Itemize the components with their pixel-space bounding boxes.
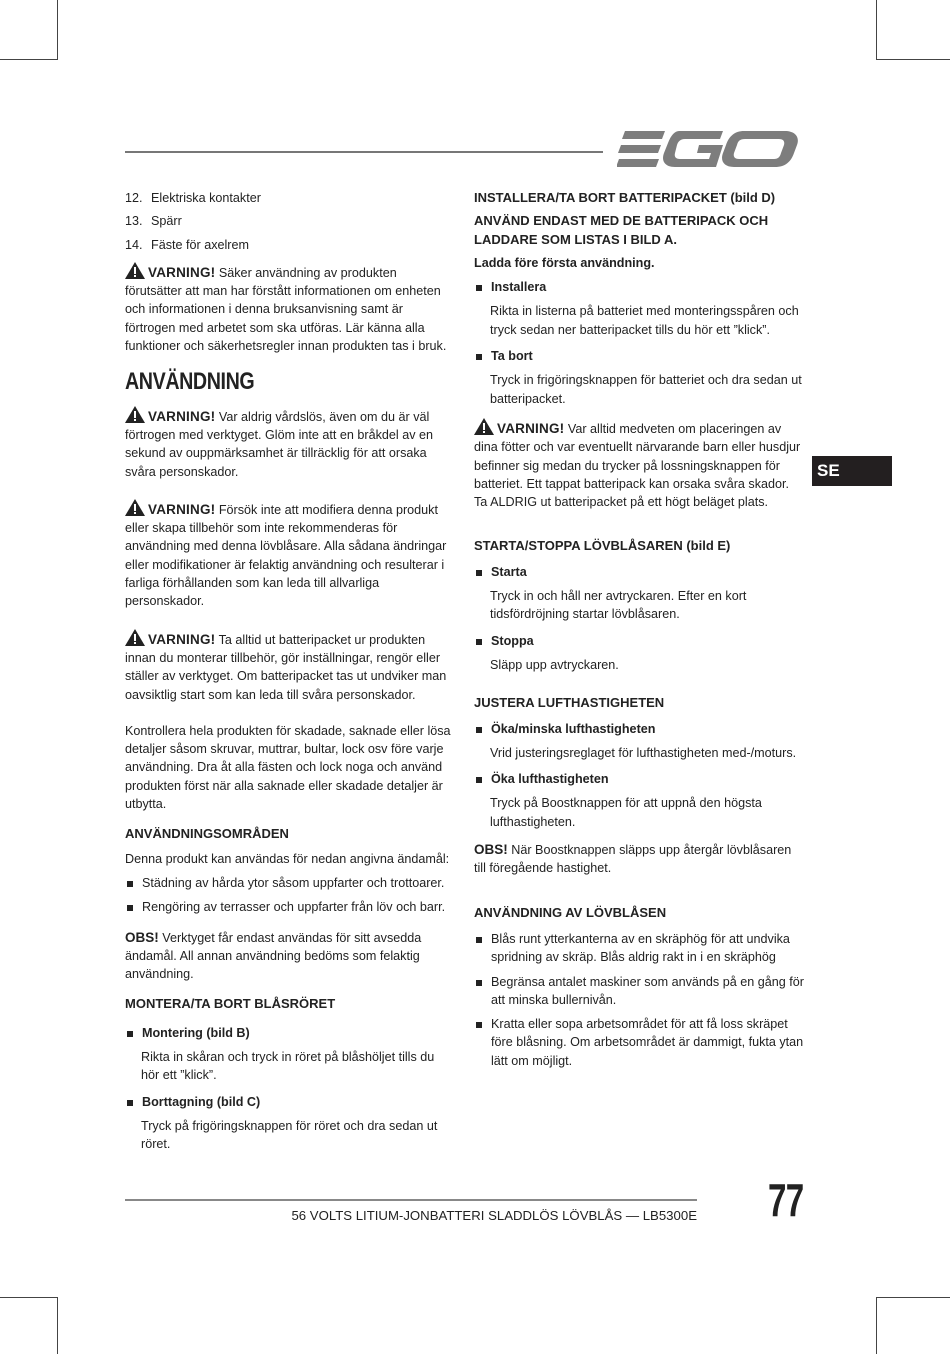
- charge-note: Ladda före första användning.: [474, 255, 655, 270]
- parts-list: [125, 189, 455, 254]
- stop-text: Släpp upp avtryckaren.: [490, 657, 619, 672]
- crop-mark: [876, 1297, 877, 1354]
- crop-mark: [876, 0, 877, 60]
- warning-triangle-icon: [125, 406, 145, 423]
- battery-remove-heading: Ta bort: [474, 347, 804, 365]
- warning-label: VARNING!: [497, 420, 565, 436]
- warning-label: VARNING!: [148, 264, 216, 280]
- obs-paragraph: OBS! Verktyget får endast användas för sitt avsedda ändamål. All annan användning bedöms som felaktig användning.: [125, 929, 422, 982]
- install-heading: Installera: [474, 278, 804, 296]
- footer-text: 56 VOLTS LITIUM-JONBATTERI SLADDLÖS LÖVBLÅS — LB5300E: [291, 1208, 697, 1223]
- airspeed-title: JUSTERA LUFTHASTIGHETEN: [474, 695, 665, 711]
- warning-paragraph: VARNING! Säker användning av produkten förutsätter att man har förstått informationen om enheten och informationen i denna bruksanvisning samt är förtrogen med arbetet som ska utföras. Lär känna alla funktioner och säkerhetsregler innan produkten tas i bruk.: [125, 262, 455, 355]
- list-item: 14. Fäste för axelrem: [125, 237, 249, 252]
- battery-subtitle: ANVÄND ENDAST MED DE BATTERIPACK OCH LADDARE SOM LISTAS I BILD A.: [474, 213, 769, 247]
- language-tab: SE: [812, 456, 892, 486]
- list-item: Rengöring av terrasser och uppfarter från löv och barr.: [125, 898, 455, 916]
- crop-mark: [57, 0, 58, 60]
- remove-heading: Borttagning (bild C): [125, 1093, 455, 1111]
- crop-mark: [57, 1297, 58, 1354]
- warning-label: VARNING!: [148, 408, 216, 424]
- page-number: 77: [768, 1174, 804, 1226]
- start-text: Tryck in och håll ner avtryckaren. Efter en kort tidsfördröjning startar lövblåsaren.: [490, 589, 747, 622]
- areas-intro: Denna produkt kan användas för nedan angivna ändamål:: [125, 851, 450, 866]
- obs-paragraph: OBS! När Boostknappen släpps upp återgår lövblåsaren till föregående hastighet.: [474, 842, 792, 876]
- crop-mark: [876, 59, 950, 60]
- mount-text: Rikta in skåran och tryck in röret på blåshöljet tills du hör ett ”klick”.: [141, 1049, 435, 1083]
- warning-triangle-icon: [474, 418, 494, 435]
- mount-heading: Montering (bild B): [125, 1024, 455, 1042]
- obs-label: OBS!: [125, 929, 159, 945]
- crop-mark: [876, 1297, 950, 1298]
- list-item: Begränsa antalet maskiner som används på en gång för att minska bullernivån.: [474, 973, 804, 1010]
- install-text: Rikta in listerna på batteriet med monteringsspåren och tryck sedan ner batteripacket tills du hör ett ”klick”.: [490, 304, 799, 337]
- ego-logo: [617, 128, 799, 172]
- adjust-text: Vrid justeringsreglaget för lufthastigheten med-/moturs.: [490, 745, 797, 760]
- list-item: Kratta eller sopa arbetsområdet för att få loss skräpet före blåsning. Om arbetsområdet är dammigt, fukta ytan lätt om möjligt.: [474, 1015, 804, 1070]
- stop-heading: Stoppa: [474, 632, 804, 650]
- warning-label: VARNING!: [148, 631, 216, 647]
- list-item: 12. Elektriska kontakter: [125, 191, 261, 205]
- warning-triangle-icon: [125, 499, 145, 516]
- tube-title: MONTERA/TA BORT BLÅSRÖRET: [125, 996, 336, 1012]
- start-heading: Starta: [474, 563, 804, 581]
- footer-rule: [125, 1199, 697, 1201]
- header-rule: [125, 151, 603, 153]
- section-title: ANVÄNDNING: [125, 368, 255, 396]
- boost-heading: Öka lufthastigheten: [474, 770, 804, 788]
- list-item: 13. Spärr: [125, 214, 182, 229]
- adjust-heading: Öka/minska lufthastigheten: [474, 720, 804, 738]
- left-column: [125, 189, 455, 1161]
- warning-paragraph: VARNING! Försök inte att modifiera denna produkt eller skapa tillbehör som inte rekommenderas för användning med denna lövblåsare. Alla sådana ändringar eller modifikationer är felaktig användning och resulterar i farliga förhållanden som kan leda till allvarliga personskador.: [125, 499, 455, 611]
- crop-mark: [0, 59, 58, 60]
- crop-mark: [0, 1297, 58, 1298]
- startstop-title: STARTA/STOPPA LÖVBLÅSAREN (bild E): [474, 538, 731, 554]
- warning-paragraph: VARNING! Ta alltid ut batteripacket ur produkten innan du monterar tillbehör, gör inställningar, rengör eller ställer av verktyget. Om batteripacket tas ut undviker man oavsiktlig start som kan leda till svåra personskador.: [125, 629, 455, 704]
- warning-triangle-icon: [125, 629, 145, 646]
- obs-label: OBS!: [474, 842, 508, 858]
- battery-remove-text: Tryck in frigöringsknappen för batteriet och dra sedan ut batteripacket.: [490, 373, 802, 406]
- warning-label: VARNING!: [148, 501, 216, 517]
- list-item: Städning av hårda ytor såsom uppfarter och trottoarer.: [125, 874, 455, 892]
- usage-title: ANVÄNDNING AV LÖVBLÅSEN: [474, 904, 667, 920]
- check-paragraph: Kontrollera hela produkten för skadade, saknade eller lösa detaljer såsom skruvar, muttrar, bultar, lock osv före varje användning. Dra åt alla fästen och lock noga och använd produkten först när alla saknade eller skadade detaljer är utbytta.: [125, 723, 451, 812]
- remove-text: Tryck på frigöringsknappen för röret och dra sedan ut röret.: [141, 1118, 438, 1152]
- warning-triangle-icon: [125, 262, 145, 279]
- warning-paragraph: VARNING! Var alltid medveten om placeringen av dina fötter och var eventuellt närvarande barn eller husdjur befinner sig medan du trycker på lossningsknappen för batteriet. Ett tappat batteripack kan orsaka svåra skador. Ta ALDRIG ut batteripacket på ett högt beläget plats.: [474, 418, 804, 511]
- right-column: [474, 189, 804, 1076]
- boost-text: Tryck på Boostknappen för att uppnå den högsta lufthastigheten.: [490, 796, 762, 829]
- list-item: Blås runt ytterkanterna av en skräphög för att undvika spridning av skräp. Blås aldrig rakt in i en skräphög: [474, 930, 804, 967]
- warning-paragraph: VARNING! Var aldrig vårdslös, även om du är väl förtrogen med verktyget. Glöm inte att en bråkdel av en sekund av ouppmärksamhet är tillräcklig för att orsaka svåra personskador.: [125, 406, 455, 481]
- battery-title: INSTALLERA/TA BORT BATTERIPACKET (bild D): [474, 190, 776, 205]
- areas-title: ANVÄNDNINGSOMRÅDEN: [125, 826, 289, 842]
